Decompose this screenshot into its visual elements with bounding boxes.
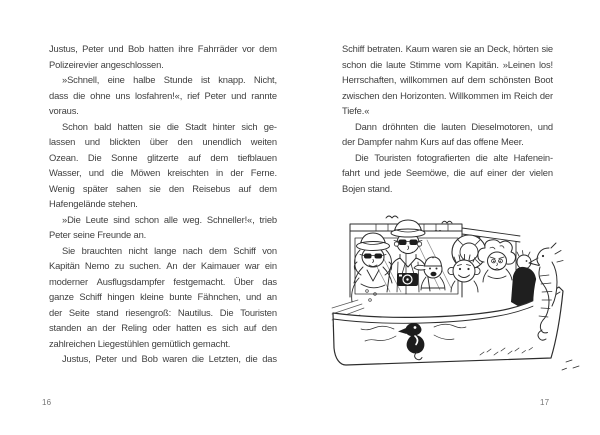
water-marks bbox=[562, 360, 579, 370]
text-line: Sie brauchten nicht lange nach dem Schiff von bbox=[62, 244, 277, 256]
text-line: Wenig später sahen sie den Reisebus auf dem bbox=[49, 182, 277, 194]
text-line: Bojen stand. bbox=[342, 182, 393, 194]
text-line: der Seite stand riesengroß: Nautilus. Die Touristen bbox=[49, 306, 277, 318]
text-line: Tiefe.« bbox=[342, 105, 370, 116]
text-line: Herrschaften, willkommen auf dem schönsten Boot bbox=[342, 74, 553, 85]
text-line: Schon bald hatten sie die Stadt hinter sich ge- bbox=[62, 120, 277, 132]
text-line: Dann dröhnten die lauten Dieselmotoren, und bbox=[355, 120, 553, 132]
page-number-left: 16 bbox=[42, 398, 52, 407]
text-line: moderner Ausflugsdampfer festgemacht. Über das bbox=[49, 275, 277, 287]
text-line: Justus, Peter und Bob waren die Letzten, die das bbox=[62, 353, 277, 364]
text-line: Peter seine Freunde an. bbox=[49, 229, 147, 240]
boat-illustration bbox=[330, 212, 590, 382]
text-line: Schiff betraten. Kaum waren sie an Deck, hörten sie bbox=[342, 43, 553, 54]
text-line: Wasser, und die Möwen kreischten in der Ferne. bbox=[49, 167, 277, 178]
text-line: standen an der Reling oder hatten es sich auf den bbox=[49, 322, 277, 333]
text-line: »Schnell, eine halbe Stunde ist knapp. Nicht, bbox=[62, 74, 277, 85]
text-line: »Die Leute sind schon alle weg. Schneller!«, trieb bbox=[62, 213, 277, 225]
text-line: lassen und blickten über den unendlich weiten bbox=[49, 136, 277, 147]
page-number-right: 17 bbox=[540, 398, 550, 407]
text-line: Justus, Peter und Bob hatten ihre Fahrräder vor dem bbox=[49, 43, 277, 54]
text-line: Ozean. Die Sonne glitzerte auf dem tiefblauen bbox=[49, 151, 277, 163]
text-line: dass die ohne uns losfahren!«, rief Peter und rannte bbox=[49, 89, 277, 101]
text-line: zwischen den Horizonten. Willkommen im Reich der bbox=[342, 89, 553, 101]
text-line: Polizeirevier angeschlossen. bbox=[49, 58, 164, 70]
text-line: schon die laute Stimme vom Kapitän. »Leinen los! bbox=[342, 58, 553, 70]
text-line: voraus. bbox=[49, 105, 79, 116]
right-page-text bbox=[342, 41, 553, 196]
text-line: der Dampfer nahm Kurs auf das offene Meer. bbox=[342, 136, 524, 147]
left-page-text bbox=[49, 41, 277, 367]
text-line: Die Touristen fotografierten die alte Hafenein- bbox=[355, 151, 553, 163]
text-line: ganze Schiff hingen kleine bunte Fähnchen, und an bbox=[49, 291, 277, 302]
text-line: Hafengelände stehen. bbox=[49, 198, 138, 209]
text-line: Kapitän Nemo zu suchen. An der Kaimauer war ein bbox=[49, 260, 277, 271]
text-line: zahlreichen Liegestühlen gemütlich gemacht. bbox=[49, 337, 231, 349]
text-line: fahrt und jede Seemöwe, die auf einer der vielen bbox=[342, 167, 553, 178]
